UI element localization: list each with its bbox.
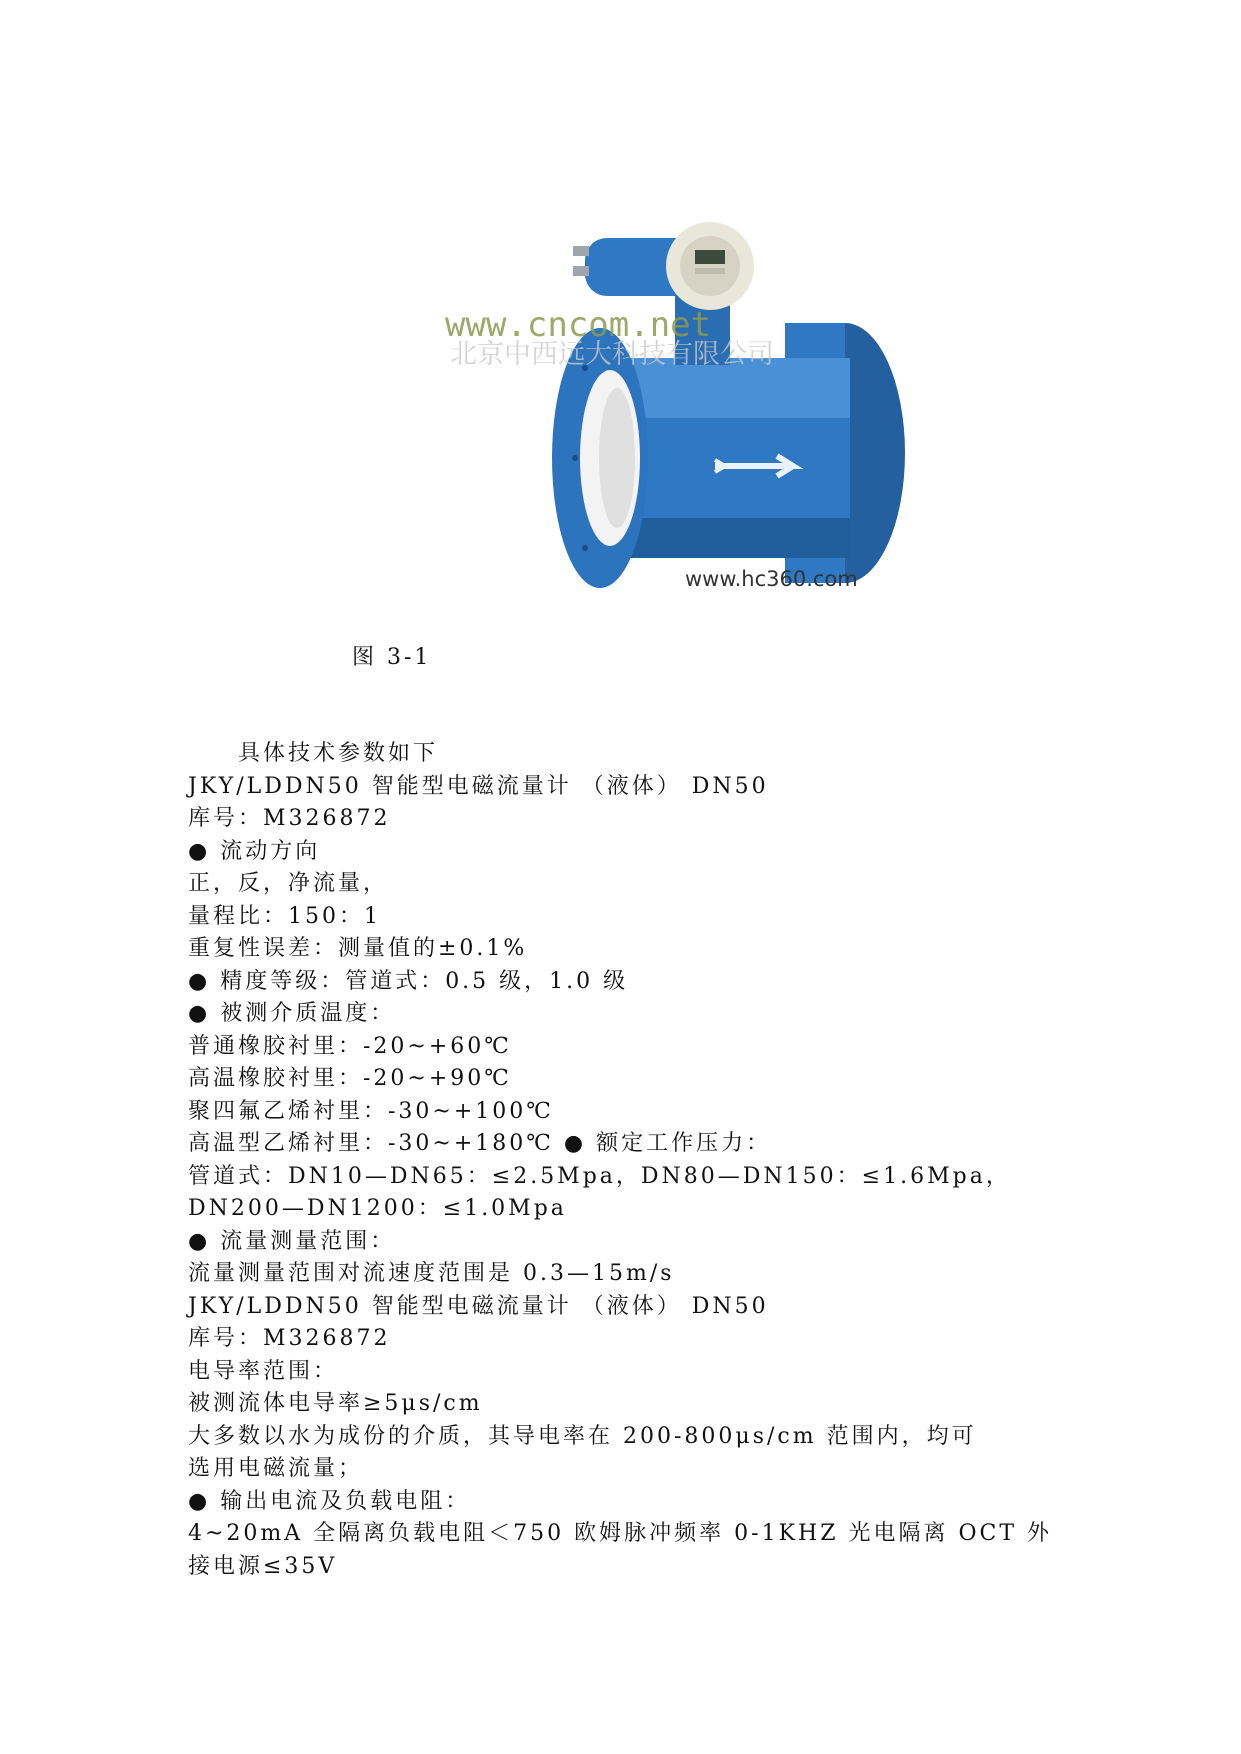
spec-line: DN200—DN1200：≤1.0Mpa — [188, 1196, 567, 1221]
spec-line: 普通橡胶衬里：-20~+60℃ — [188, 1033, 512, 1059]
spec-line: 库号：M326872 — [188, 1326, 391, 1351]
watermark-line1: www.cncom.net — [445, 305, 712, 345]
spec-line: 正，反，净流量， — [188, 871, 389, 896]
spec-line: 电导率范围： — [188, 1358, 339, 1384]
spec-line: ● 流动方向 — [188, 838, 321, 864]
spec-line: 流量测量范围对流速度范围是 0.3—15m/s — [188, 1261, 675, 1286]
watermark-line2: 北京中西远大科技有限公司 — [450, 339, 774, 370]
spec-line: ● 输出电流及负载电阻： — [188, 1488, 471, 1514]
spec-line: ● 流量测量范围： — [188, 1228, 396, 1254]
spec-line: 高温橡胶衬里：-20~+90℃ — [188, 1066, 512, 1091]
spec-line: 库号：M326872 — [188, 806, 391, 831]
spec-line: 接电源≤35V — [188, 1553, 338, 1579]
spec-text — [188, 738, 1068, 1583]
spec-line: 4~20mA 全隔离负载电阻＜750 欧姆脉冲频率 0-1KHZ 光电隔离 OCT 外 — [188, 1521, 1053, 1546]
spec-line: ● 被测介质温度： — [188, 1001, 396, 1026]
watermark-line3: www.hc360.com — [685, 567, 858, 591]
spec-line: 重复性误差：测量值的±0.1% — [188, 936, 528, 961]
flowmeter-photo — [445, 218, 925, 608]
spec-line: 量程比：150：1 — [188, 903, 381, 929]
spec-line: 高温型乙烯衬里：-30~+180℃ ● 额定工作压力： — [188, 1131, 772, 1156]
spec-line: JKY/LDDN50 智能型电磁流量计 （液体） DN50 — [188, 773, 769, 799]
figure-caption: 图 3-1 — [352, 645, 432, 670]
spec-line: 聚四氟乙烯衬里：-30~+100℃ — [188, 1098, 554, 1124]
spec-line: 选用电磁流量； — [188, 1456, 364, 1481]
spec-line: 具体技术参数如下 — [238, 741, 439, 766]
spec-line: JKY/LDDN50 智能型电磁流量计 （液体） DN50 — [188, 1293, 769, 1319]
display-screen — [695, 250, 725, 264]
spec-line: 被测流体电导率≥5μs/cm — [188, 1391, 483, 1416]
spec-line: 管道式：DN10—DN65：≤2.5Mpa，DN80—DN150：≤1.6Mpa， — [188, 1163, 1011, 1189]
spec-line: ● 精度等级：管道式：0.5 级，1.0 级 — [188, 968, 629, 994]
spec-line: 大多数以水为成份的介质，其导电率在 200-800μs/cm 范围内，均可 — [188, 1423, 977, 1449]
